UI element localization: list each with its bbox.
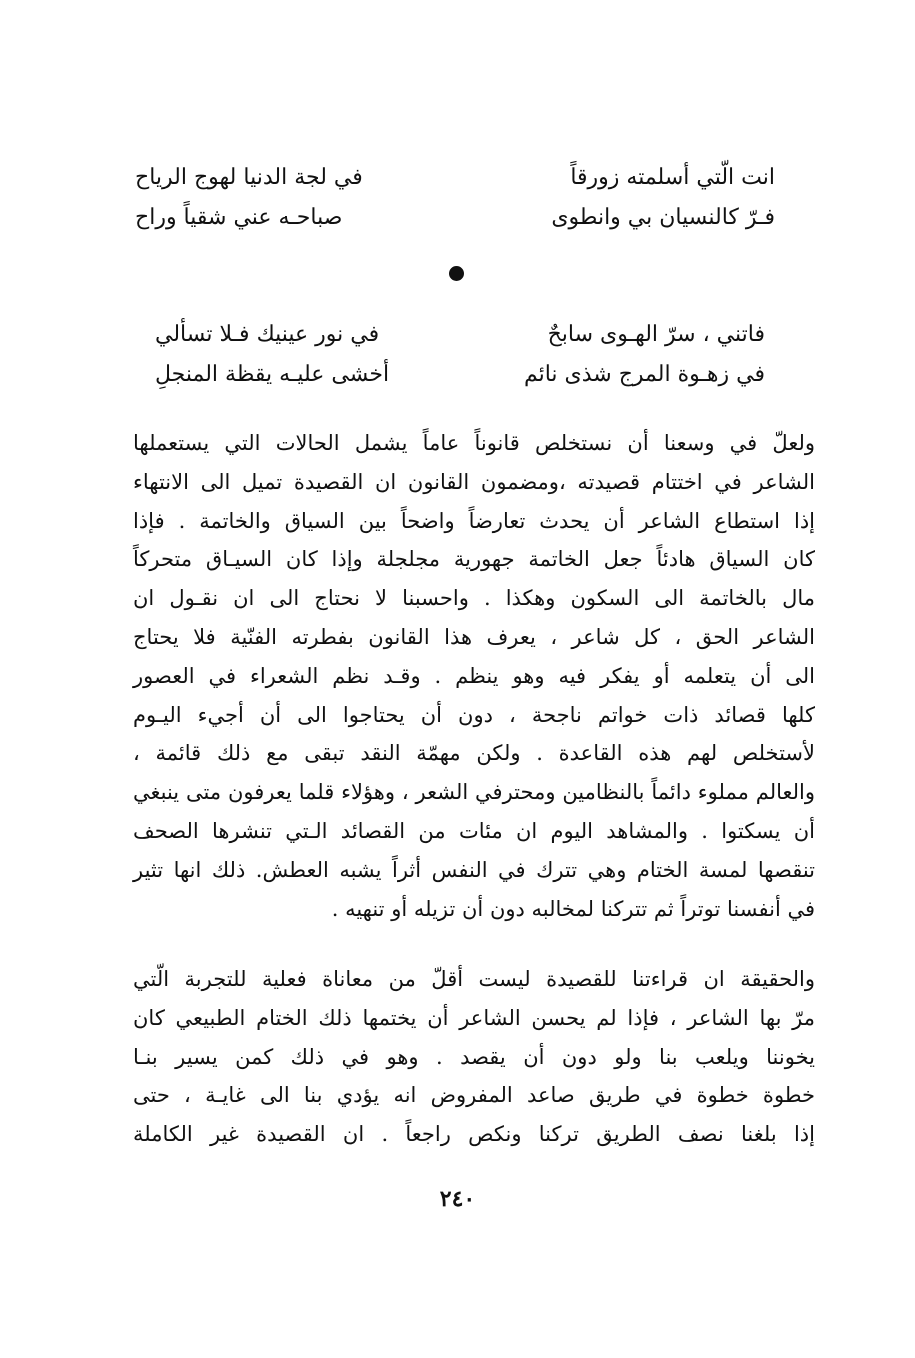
body-paragraph-2 — [133, 960, 815, 1154]
paragraph-line: في أنفسنا توتراً ثم تتركنا لمخالبه دون أن تزيله أو تنهيه . — [331, 896, 815, 921]
paragraph-line: الى أن يتعلمه أو يفكر فيه وهو ينظم . وقـد نظم الشعراء في العصور — [133, 663, 815, 688]
paragraph-line: خطوة خطوة في طريق صاعد المفروض انه يؤدي بنا الى غايـة ، حتى — [133, 1083, 815, 1108]
paragraph-line: يخوننا ويلعب بنا ولو دون أن يقصد . وهو في ذلك كمن يسير بنـا — [133, 1044, 815, 1069]
paragraph-line: والحقيقة ان قراءتنا للقصيدة ليست أقلّ من معاناة فعلية للتجربة الّتي — [133, 967, 815, 991]
page-number: ٢٤٠ — [439, 1186, 476, 1212]
paragraph-line: كلها قصائد ذات خواتم ناجحة ، دون أن يحتاجوا الى أن أجيء اليـوم — [133, 702, 815, 727]
verse-hemistich-first: فاتني ، سرّ الهـوى سابحٌ — [547, 322, 765, 347]
verse-hemistich-second: أخشى عليـه يقظة المنجلِ — [155, 362, 390, 387]
verse-line — [135, 158, 775, 198]
verse-line — [155, 315, 765, 355]
verse-line — [135, 198, 775, 238]
verse-hemistich-first: فـرّ كالنسيان بي وانطوى — [551, 205, 775, 230]
verse-hemistich-second: صباحـه عني شقياً وراح — [135, 205, 343, 230]
paragraph-line: مال بالخاتمة الى السكون وهكذا . واحسبنا لا نحتاج الى ان نقـول ان — [133, 586, 815, 611]
body-paragraph-1 — [133, 424, 815, 928]
paragraph-line: الشاعر في اختتام قصيدته ،ومضمون القانون ان القصيدة تميل الى الانتهاء — [133, 469, 815, 494]
paragraph-line: ولعلّ في وسعنا أن نستخلص قانوناً عاماً يشمل الحالات التي يستعملها — [133, 431, 815, 455]
paragraph-line: كان السياق هادئاً جعل الخاتمة جهورية مجلجلة وإذا كان السيـاق متحركاً — [133, 547, 815, 572]
verse-hemistich-second: في لجة الدنيا لهوج الرياح — [135, 165, 363, 190]
section-divider-dot — [449, 266, 464, 281]
verse-hemistich-second: في نور عينيك فـلا تسألي — [155, 322, 380, 347]
verse-stanza-2 — [155, 315, 765, 395]
paragraph-line: لأستخلص لهم هذه القاعدة . ولكن مهمّة النقد تبقى مع ذلك قائمة ، — [133, 741, 815, 766]
paragraph-line: الشاعر الحق ، كل شاعر ، يعرف هذا القانون بفطرته الفنّية فلا يحتاج — [133, 624, 815, 649]
paragraph-line: إذا استطاع الشاعر أن يحدث تعارضاً واضحاً بين السياق والخاتمة . فإذا — [133, 508, 815, 533]
paragraph-line: أن يسكتوا . والمشاهد اليوم ان مئات من القصائد الـتي تنشرها الصحف — [133, 818, 815, 843]
verse-hemistich-first: انت الّتي أسلمته زورقاً — [570, 165, 775, 190]
paragraph-line: مرّ بها الشاعر ، فإذا لم يحسن الشاعر أن يختمها ذلك الختام الطبيعي كان — [133, 1005, 815, 1030]
paragraph-line: والعالم مملوء دائماً بالنظامين ومحترفي الشعر ، وهؤلاء قلما يعرفون متى ينبغي — [133, 780, 815, 805]
paragraph-line: إذا بلغنا نصف الطريق تركنا ونكص راجعاً . ان القصيدة غير الكاملة — [133, 1122, 815, 1147]
verse-hemistich-first: في زهـوة المرج شذى نائم — [523, 362, 765, 387]
verse-line — [155, 355, 765, 395]
paragraph-line: تنقصها لمسة الختام وهي تترك في النفس أثراً يشبه العطش. ذلك انها تثير — [133, 857, 815, 882]
verse-stanza-1 — [135, 158, 775, 238]
